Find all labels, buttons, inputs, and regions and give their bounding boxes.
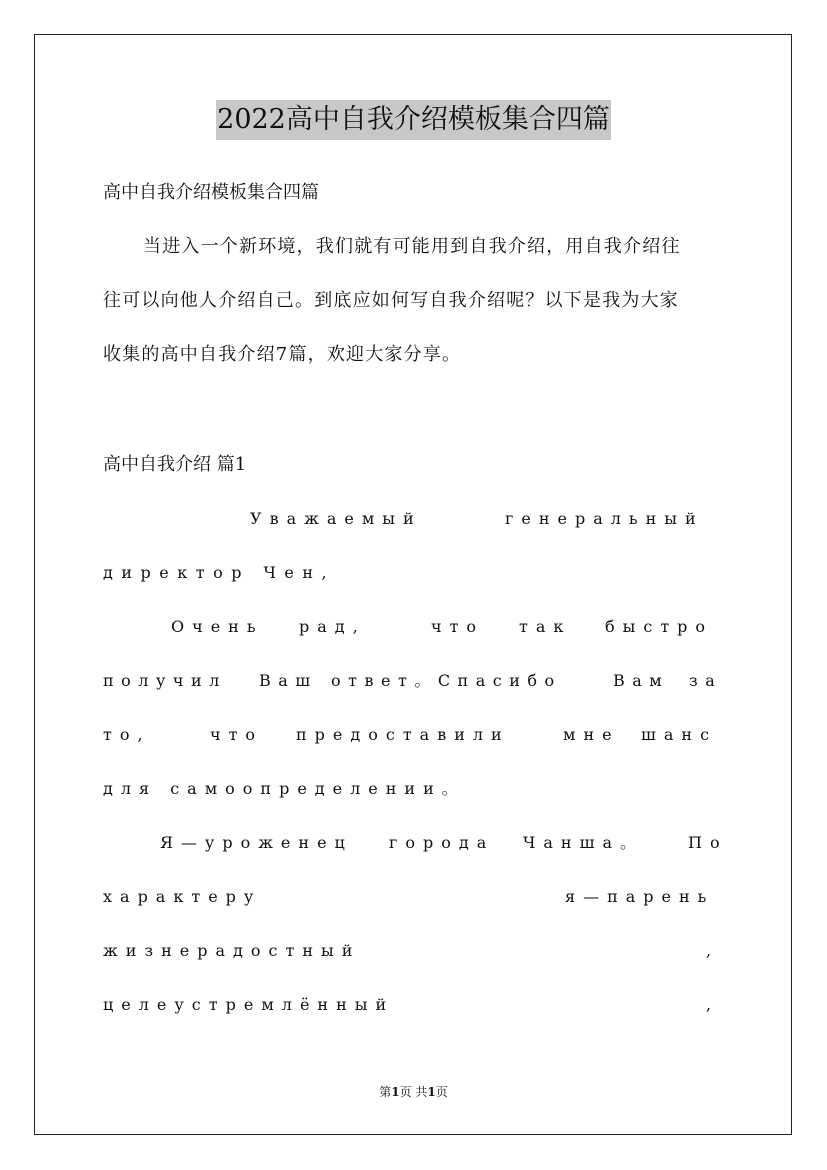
document-title: 2022高中自我介绍模板集合四篇 <box>216 100 611 140</box>
section-heading: 高中自我介绍 篇1 <box>103 454 247 475</box>
intro-line-2: 往可以向他人介绍自己。到底应如何写自我介绍呢？以下是我为大家 <box>103 290 679 311</box>
page-footer: 第1页 共1页 <box>379 1085 448 1099</box>
document-subtitle: 高中自我介绍模板集合四篇 <box>103 182 319 203</box>
letter-line-6: для самоопределении。 <box>103 779 466 798</box>
intro-line-3: 收集的高中自我介绍7篇，欢迎大家分享。 <box>103 344 462 365</box>
letter-line-2: директор Чен, <box>103 563 336 582</box>
title-container <box>0 100 827 140</box>
intro-line-1: 当进入一个新环境，我们就有可能用到自我介绍，用自我介绍往 <box>143 236 681 257</box>
